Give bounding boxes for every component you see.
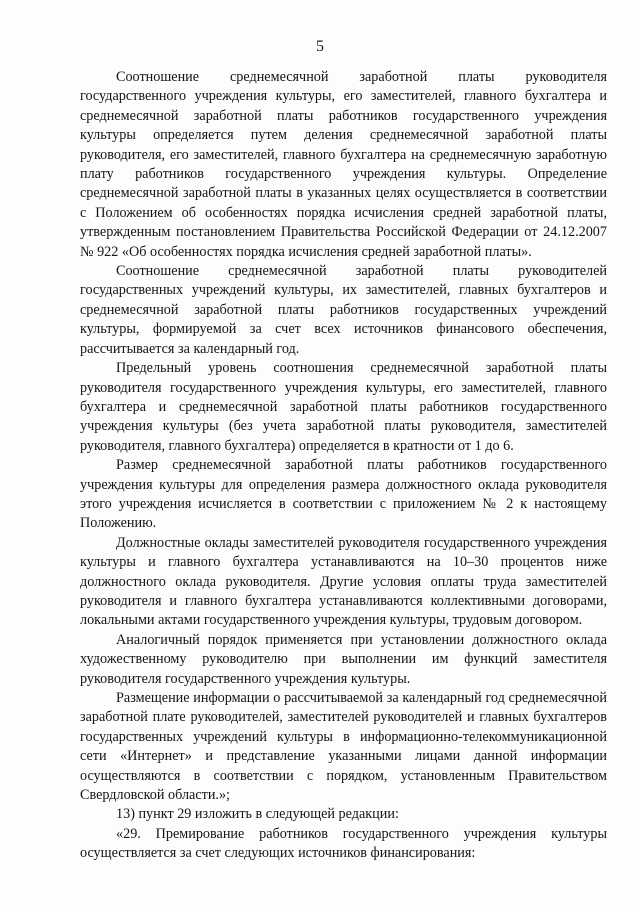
paragraph-deputy-salaries: Должностные оклады заместителей руководителя государственного учреждения культуры и главного бухгалтера устанавливаются на 10–30 процентов ниже должностного оклада руководителя. Другие условия оплаты труда заместителей руководителя и главного бухгалтера устанавливаются коллективными договорами, локальными актами государственного учреждения культуры, трудовым договором. bbox=[80, 534, 607, 629]
page-number: 5 bbox=[316, 38, 324, 55]
paragraph-average-salary-size: Размер среднемесячной заработной платы работников государственного учреждения культуры для определения размера должностного оклада руководителя этого учреждения исчисляется в соответствии с приложением № 2 к настоящему Положению. bbox=[80, 457, 607, 532]
paragraph-salary-ratio-definition: Соотношение среднемесячной заработной платы руководителя государственного учреждения культуры, его заместителей, главного бухгалтера и среднемесячной заработной платы работников государственного учреждения культуры определяется путем деления среднемесячной заработной платы руководителя, его заместителей, главного бухгалтера на среднемесячную заработную плату работников государственного учреждения культуры. Определение среднемесячной заработной платы в указанных целях осуществляется в соответствии с Положением об особенностях порядка исчисления средней заработной платы, утвержденным постановлением Правительства Российской Федерации от 24.12.2007 № 922 «Об особенностях порядка исчисления средней заработной платы». bbox=[80, 69, 607, 260]
document-body bbox=[80, 68, 607, 864]
paragraph-information-publication: Размещение информации о рассчитываемой за календарный год среднемесячной заработной плате руководителей, заместителей руководителей и главных бухгалтеров государственных учреждений культуры в информационно-телекоммуникационной сети «Интернет» и представление указанными лицами данной информации осуществляются в соответствии с порядком, установленным Правительством Свердловской области.»; bbox=[80, 690, 607, 804]
paragraph-item-29: «29. Премирование работников государственного учреждения культуры осуществляется за счет следующих источников финансирования: bbox=[80, 825, 607, 862]
paragraph-salary-ratio-limit: Предельный уровень соотношения среднемесячной заработной платы руководителя государственного учреждения культуры, его заместителей, главного бухгалтера и среднемесячной заработной платы работников государственного учреждения культуры (без учета заработной платы руководителя, заместителей руководителя, главного бухгалтера) определяется в кратности от 1 до 6. bbox=[80, 360, 607, 454]
paragraph-salary-ratio-annual: Соотношение среднемесячной заработной платы руководителей государственных учреждений культуры, их заместителей, главных бухгалтеров и среднемесячной заработной платы работников государственных учреждений культуры, формируемой за счет всех источников финансового обеспечения, рассчитывается за календарный год. bbox=[80, 263, 607, 357]
paragraph-item-13: 13) пункт 29 изложить в следующей редакции: bbox=[116, 806, 399, 823]
paragraph-artistic-director: Аналогичный порядок применяется при установлении должностного оклада художественному руководителю при выполнении им функций заместителя руководителя государственного учреждения культуры. bbox=[80, 631, 607, 687]
